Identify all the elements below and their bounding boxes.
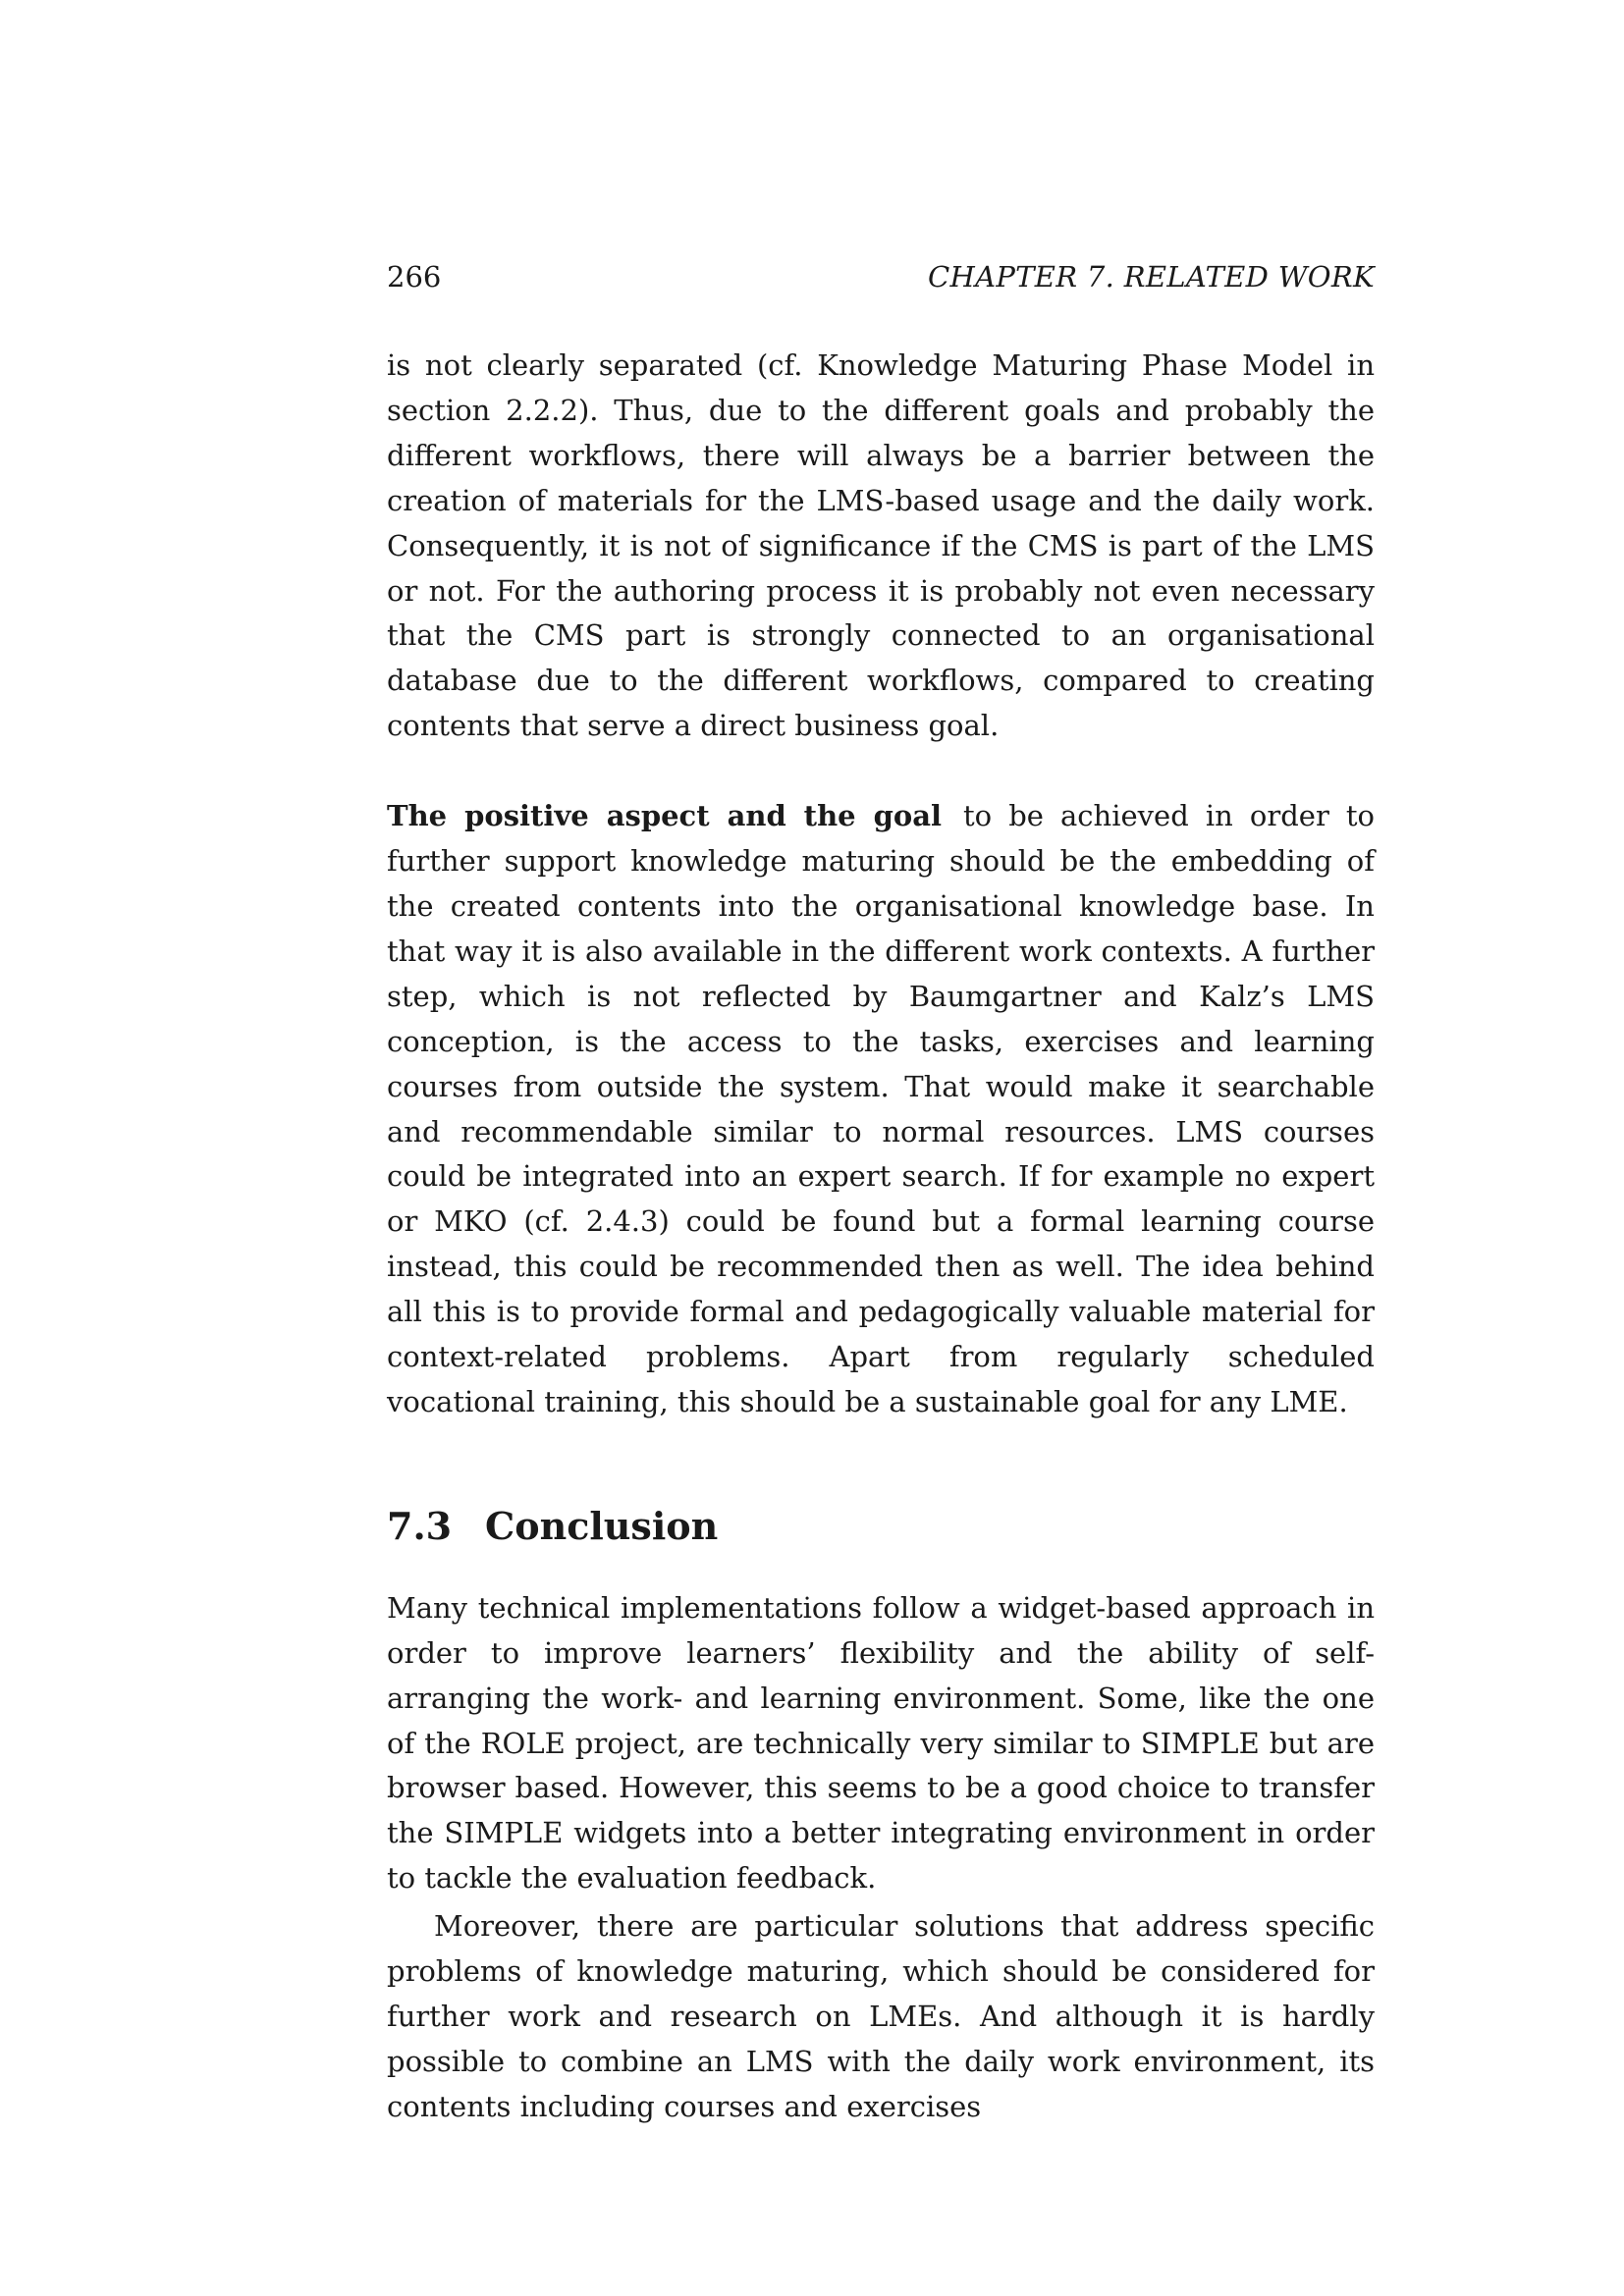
running-head	[387, 257, 1375, 296]
page-number: 266	[387, 260, 442, 294]
paragraph-continued: is not clearly separated (cf. Knowledge Maturing Phase Model in section 2.2.2). Thus, due to the different goals and probably the different workflows, there will always be a barrier between the creation of materials for the LMS-based usage and the daily work. Consequently, it is not of significance if the CMS is part of the LMS or not. For the authoring process it is probably not even necessary that the CMS part is strongly connected to an organisational database due to the different workflows, compared to creating contents that serve a direct business goal.	[387, 348, 1375, 743]
section-number: 7.3	[387, 1503, 453, 1548]
chapter-title: CHAPTER 7. RELATED WORK	[928, 260, 1375, 294]
section-title: Conclusion	[485, 1503, 719, 1548]
section-heading	[387, 1502, 1375, 1551]
conclusion-paragraph-2: Moreover, there are particular solutions that address specific problems of knowledge maturing, which should be considered for further work and research on LMEs. And although it is hardly possible to combine an LMS with the daily work environment, its contents including courses and exercises	[387, 1909, 1375, 2123]
run-in-heading: The positive aspect and the goal	[387, 799, 943, 833]
conclusion-paragraph-1: Many technical implementations follow a widget-based approach in order to improve learners’ flexibility and the ability of self-arranging the work- and learning environment. Some, like the one of the ROLE project, are technically very similar to SIMPLE but are browser based. However, this seems to be a good choice to transfer the SIMPLE widgets into a better integrating environment in order to tackle the evaluation feedback.	[387, 1590, 1375, 1896]
paragraph-text: to be achieved in order to further support knowledge maturing should be the embedding of the created contents into the organisational knowledge base. In that way it is also available in the different work contexts. A further step, which is not reflected by Baumgartner and Kalz’s LMS conception, is the access to the tasks, exercises and learning courses from outside the system. That would make it searchable and recommendable similar to normal resources. LMS courses could be integrated into an expert search. If for example no expert or MKO (cf. 2.4.3) could be found but a formal learning course instead, this could be recommended then as well. The idea behind all this is to provide formal and pedagogically valuable material for context-related problems. Apart from regularly scheduled vocational training, this should be a sustainable goal for any LME.	[387, 799, 1375, 1418]
paragraph-spacer	[387, 749, 1375, 794]
paragraph-positive-aspect	[387, 794, 1375, 1425]
body-text	[387, 344, 1375, 2130]
document-page	[387, 0, 1375, 2296]
